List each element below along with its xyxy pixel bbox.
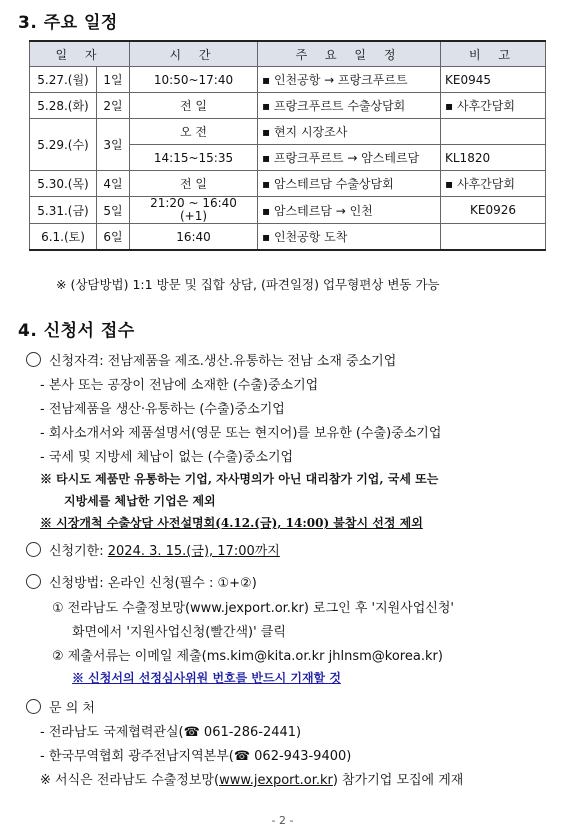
cell-date: 5.27.(월) xyxy=(30,67,97,93)
list-item: - 본사 또는 공장이 전남에 소재한 (수출)중소기업 xyxy=(40,378,319,393)
jexport-link[interactable]: www.jexport.or.kr xyxy=(219,773,333,788)
cell-date: 5.31.(금) xyxy=(30,197,97,224)
cell-time: 오 전 xyxy=(130,119,258,145)
cell-time: 전 일 xyxy=(130,93,258,119)
cell-note: KL1820 xyxy=(441,145,546,171)
circle-bullet-icon xyxy=(26,574,41,589)
cell-time: 10:50~17:40 xyxy=(130,67,258,93)
cell-time-line1: 21:20 ~ 16:40 xyxy=(150,196,237,210)
circle-bullet-icon xyxy=(26,352,41,367)
cell-item: ▪ 프랑크푸르트 → 암스테르담 xyxy=(258,145,441,171)
table-row xyxy=(30,93,546,119)
table-row xyxy=(30,119,546,145)
table-row xyxy=(30,224,546,251)
cell-date: 5.29.(수) xyxy=(30,119,97,171)
briefing-note: ※ 시장개척 수출상담 사전설명회(4.12.(금), 14:00) 불참시 선정 제외 xyxy=(40,516,423,530)
cell-note xyxy=(441,119,546,145)
method-step1-line1: ① 전라남도 수출정보망(www.jexport.or.kr) 로그인 후 '지원사업신청' xyxy=(52,601,455,616)
header-schedule: 주 요 일 정 xyxy=(258,41,441,67)
method-step2-note-text: ※ 신청서의 선정심사위원 번호를 반드시 기재할 것 xyxy=(72,671,341,685)
cell-date: 5.30.(목) xyxy=(30,171,97,197)
eligibility-heading xyxy=(26,350,396,369)
section-3-title: 3. 주요 일정 xyxy=(18,13,118,33)
deadline-value: 2024. 3. 15.(금), 17:00까지 xyxy=(107,544,280,559)
cell-day: 2일 xyxy=(97,93,130,119)
header-time: 시 간 xyxy=(130,41,258,67)
cell-day: 1일 xyxy=(97,67,130,93)
cell-note: KE0945 xyxy=(441,67,546,93)
cell-day: 4일 xyxy=(97,171,130,197)
cell-item: ▪ 인천공항 → 프랑크푸르트 xyxy=(258,67,441,93)
cell-note: ▪ 사후간담회 xyxy=(441,171,546,197)
list-item: - 전남제품을 생산·유통하는 (수출)중소기업 xyxy=(40,402,285,417)
forms-note-pre: ※ 서식은 전라남도 수출정보망( xyxy=(40,773,220,788)
exclusion-note-line1: ※ 타시도 제품만 유통하는 기업, 자사명의가 아닌 대리참가 기업, 국세 또는 xyxy=(40,472,439,486)
table-header-row xyxy=(30,41,546,67)
cell-note: ▪ 사후간담회 xyxy=(441,93,546,119)
deadline-heading xyxy=(26,540,280,559)
method-step2: ② 제출서류는 이메일 제출(ms.kim@kita.or.kr jhlnsm@korea.kr) xyxy=(52,649,443,664)
schedule-table xyxy=(29,40,546,251)
cell-time: 14:15~15:35 xyxy=(130,145,258,171)
list-item: - 국세 및 지방세 체납이 없는 (수출)중소기업 xyxy=(40,450,294,465)
forms-note-post: ) 참가기업 모집에 게재 xyxy=(332,773,464,788)
schedule-note: ※ (상담방법) 1:1 방문 및 집합 상담, (파견일정) 업무형편상 변동 가능 xyxy=(56,277,440,292)
circle-bullet-icon xyxy=(26,699,41,714)
method-label: 신청방법: 온라인 신청(필수 : ①+②) xyxy=(49,576,257,591)
cell-item: ▪ 암스테르담 → 인천 xyxy=(258,197,441,224)
cell-date: 5.28.(화) xyxy=(30,93,97,119)
contact-label: 문 의 처 xyxy=(49,701,95,716)
header-note: 비 고 xyxy=(441,41,546,67)
method-step2-note xyxy=(72,669,341,686)
exclusion-note-line2: 지방세를 체납한 기업은 제외 xyxy=(64,494,216,508)
cell-item: ▪ 현지 시장조사 xyxy=(258,119,441,145)
table-row xyxy=(30,171,546,197)
page-number: - 2 - xyxy=(271,814,294,827)
header-date: 일 자 xyxy=(30,41,130,67)
table-row xyxy=(30,197,546,224)
eligibility-label: 신청자격: 전남제품을 제조.생산.유통하는 전남 소재 중소기업 xyxy=(49,354,397,369)
cell-date: 6.1.(토) xyxy=(30,224,97,251)
cell-day: 3일 xyxy=(97,119,130,171)
cell-time xyxy=(130,197,258,224)
contact-item: - 전라남도 국제협력관실(☎ 061-286-2441) xyxy=(40,725,302,740)
cell-item: ▪ 인천공항 도착 xyxy=(258,224,441,251)
contact-item: - 한국무역협회 광주전남지역본부(☎ 062-943-9400) xyxy=(40,749,352,764)
cell-item: ▪ 프랑크푸르트 수출상담회 xyxy=(258,93,441,119)
cell-day: 5일 xyxy=(97,197,130,224)
cell-note: KE0926 xyxy=(441,197,546,224)
cell-time: 전 일 xyxy=(130,171,258,197)
deadline-label: 신청기한: xyxy=(49,544,108,559)
cell-item: ▪ 암스테르담 수출상담회 xyxy=(258,171,441,197)
section-4-title: 4. 신청서 접수 xyxy=(18,321,135,341)
cell-time-line2: (+1) xyxy=(179,209,208,223)
list-item: - 회사소개서와 제품설명서(영문 또는 현지어)를 보유한 (수출)중소기업 xyxy=(40,426,442,441)
cell-note xyxy=(441,224,546,251)
cell-day: 6일 xyxy=(97,224,130,251)
circle-bullet-icon xyxy=(26,542,41,557)
method-step1-line2: 화면에서 '지원사업신청(빨간색)' 클릭 xyxy=(72,625,286,640)
forms-note xyxy=(40,769,463,788)
method-heading xyxy=(26,572,257,591)
contact-heading xyxy=(26,697,95,716)
cell-time: 16:40 xyxy=(130,224,258,251)
table-row xyxy=(30,67,546,93)
